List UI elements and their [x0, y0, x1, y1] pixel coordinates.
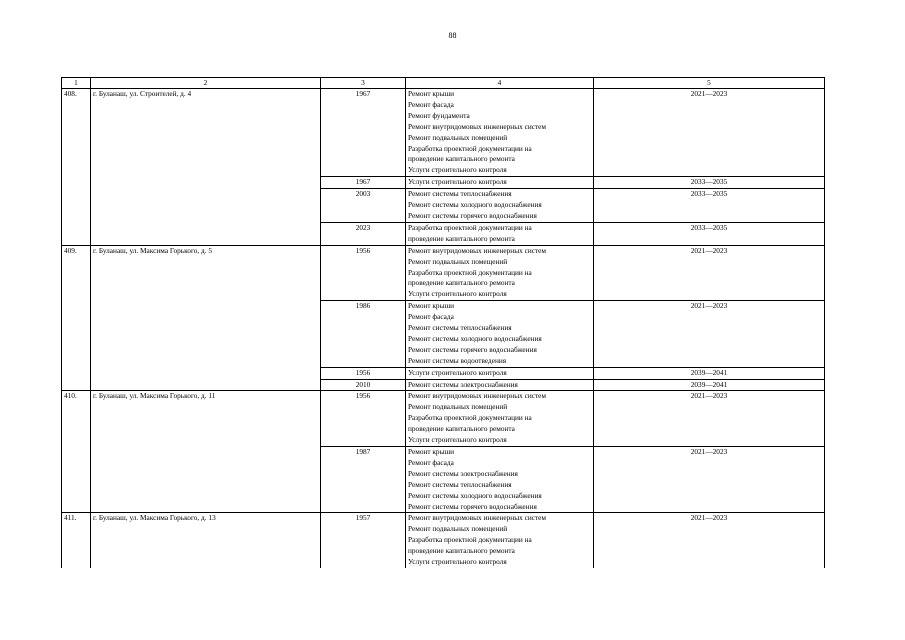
repair-works-cell: [406, 89, 594, 177]
column-header: 2: [91, 78, 321, 89]
commissioning-year: 2003: [321, 189, 406, 223]
table-row: [62, 513, 825, 568]
repair-work-line: Ремонт системы холодного водоснабжения: [408, 333, 542, 343]
column-header: 4: [406, 78, 594, 89]
planned-period: 2033—2035: [594, 177, 825, 189]
repair-work-line: Ремонт системы холодного водоснабжения: [408, 490, 542, 500]
repair-work-line: Разработка проектной документации на: [408, 535, 532, 545]
repair-work-line: Ремонт подвальных помещений: [408, 524, 508, 534]
repair-work-line: Ремонт фасада: [408, 99, 454, 109]
repair-work-line: проведение капитального ремонта: [408, 278, 515, 288]
repair-work-line: Ремонт подвальных помещений: [408, 256, 508, 266]
planned-period: 2021—2023: [594, 301, 825, 367]
repair-work-line: Услуги строительного контроля: [408, 177, 507, 187]
repair-work-line: проведение капитального ремонта: [408, 233, 515, 243]
repair-work-line: Ремонт подвальных помещений: [408, 132, 508, 142]
repair-works-cell: [406, 367, 594, 379]
repair-work-line: Ремонт внутридомовых инженерных систем: [408, 513, 547, 523]
repair-work-line: Ремонт подвальных помещений: [408, 402, 508, 412]
repair-work-line: проведение капитального ремонта: [408, 546, 515, 556]
repair-work-line: Разработка проектной документации на: [408, 413, 532, 423]
commissioning-year: 1956: [321, 245, 406, 301]
repair-work-line: Ремонт системы горячего водоснабжения: [408, 344, 537, 354]
commissioning-year: 1957: [321, 513, 406, 568]
commissioning-year: 1956: [321, 367, 406, 379]
page-number: 88: [448, 31, 457, 40]
repair-work-line: Ремонт крыши: [408, 89, 455, 98]
repair-work-line: Ремонт крыши: [408, 301, 455, 311]
commissioning-year: 1967: [321, 177, 406, 189]
repair-work-line: Ремонт системы горячего водоснабжения: [408, 501, 537, 511]
commissioning-year: 1987: [321, 447, 406, 513]
planned-period: 2021—2023: [594, 447, 825, 513]
repair-work-line: Услуги строительного контроля: [408, 557, 507, 567]
repair-work-line: Ремонт фундамента: [408, 110, 470, 120]
repair-work-line: Ремонт системы водоотведения: [408, 355, 507, 365]
commissioning-year: 1967: [321, 89, 406, 177]
planned-period: 2021—2023: [594, 513, 825, 568]
planned-period: 2033—2035: [594, 189, 825, 223]
commissioning-year: 1956: [321, 391, 406, 447]
repair-works-cell: [406, 379, 594, 391]
repair-work-line: Ремонт внутридомовых инженерных систем: [408, 245, 547, 255]
table-row: [62, 89, 825, 177]
planned-period: 2033—2035: [594, 222, 825, 245]
repair-work-line: Ремонт фасада: [408, 457, 454, 467]
planned-period: 2021—2023: [594, 245, 825, 301]
repair-work-line: Ремонт системы теплоснабжения: [408, 479, 512, 489]
repair-work-line: Ремонт системы теплоснабжения: [408, 189, 512, 199]
repair-work-line: Разработка проектной документации на: [408, 143, 532, 153]
repair-works-cell: [406, 189, 594, 223]
column-header: 1: [62, 78, 91, 89]
object-number: 410.: [62, 391, 91, 513]
repair-work-line: Ремонт фасада: [408, 312, 454, 322]
planned-period: 2021—2023: [594, 391, 825, 447]
commissioning-year: 2023: [321, 222, 406, 245]
repair-work-line: Услуги строительного контроля: [408, 289, 507, 299]
table-body: [62, 78, 825, 568]
object-number: 411.: [62, 513, 91, 568]
repair-work-line: Ремонт внутридомовых инженерных систем: [408, 391, 547, 401]
repair-work-line: проведение капитального ремонта: [408, 424, 515, 434]
object-address: г. Буланаш, ул. Максима Горького, д. 11: [91, 391, 321, 513]
repair-works-cell: [406, 513, 594, 568]
repair-works-cell: [406, 177, 594, 189]
repair-works-cell: [406, 301, 594, 367]
object-number: 409.: [62, 245, 91, 391]
repair-work-line: Разработка проектной документации на: [408, 222, 532, 232]
repair-work-line: Ремонт системы электроснабжения: [408, 379, 518, 389]
repair-work-line: Ремонт системы горячего водоснабжения: [408, 210, 537, 220]
repair-works-cell: [406, 222, 594, 245]
object-number: 408.: [62, 89, 91, 246]
repair-work-line: Ремонт системы холодного водоснабжения: [408, 200, 542, 210]
column-header: 5: [594, 78, 825, 89]
column-header: 3: [321, 78, 406, 89]
commissioning-year: 1986: [321, 301, 406, 367]
planned-period: 2039—2041: [594, 367, 825, 379]
repair-work-line: Услуги строительного контроля: [408, 367, 507, 377]
column-number-row: [62, 78, 825, 89]
repair-work-line: Услуги строительного контроля: [408, 165, 507, 175]
table-row: [62, 245, 825, 301]
repair-works-cell: [406, 391, 594, 447]
repair-work-line: Ремонт внутридомовых инженерных систем: [408, 121, 547, 131]
commissioning-year: 2010: [321, 379, 406, 391]
repair-work-line: Ремонт системы электроснабжения: [408, 468, 518, 478]
object-address: г. Буланаш, ул. Строителей, д. 4: [91, 89, 321, 246]
repair-works-cell: [406, 447, 594, 513]
planned-period: 2039—2041: [594, 379, 825, 391]
object-address: г. Буланаш, ул. Максима Горького, д. 13: [91, 513, 321, 568]
repair-work-line: проведение капитального ремонта: [408, 154, 515, 164]
repair-works-cell: [406, 245, 594, 301]
planned-period: 2021—2023: [594, 89, 825, 177]
table-row: [62, 391, 825, 447]
capital-repair-table: [61, 77, 825, 568]
repair-work-line: Ремонт системы теплоснабжения: [408, 323, 512, 333]
object-address: г. Буланаш, ул. Максима Горького, д. 5: [91, 245, 321, 391]
repair-work-line: Услуги строительного контроля: [408, 435, 507, 445]
repair-work-line: Ремонт крыши: [408, 447, 455, 456]
repair-work-line: Разработка проектной документации на: [408, 267, 532, 277]
